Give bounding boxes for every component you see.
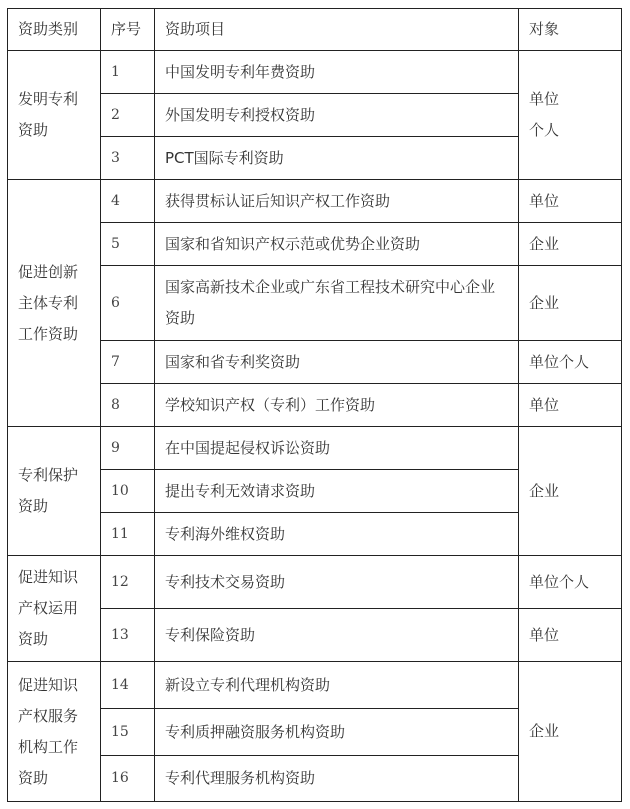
item-cell: 专利海外维权资助 (155, 513, 519, 556)
table-row (8, 384, 622, 427)
item-cell: PCT国际专利资助 (155, 137, 519, 180)
number-cell: 15 (101, 709, 155, 756)
number-cell: 5 (101, 223, 155, 266)
number-cell: 13 (101, 609, 155, 662)
number-cell: 1 (101, 51, 155, 94)
number-cell: 6 (101, 266, 155, 341)
item-cell: 获得贯标认证后知识产权工作资助 (155, 180, 519, 223)
number-cell: 12 (101, 556, 155, 609)
target-cell: 企业 (519, 223, 622, 266)
category-cell: 促进知识 产权服务 机构工作 资助 (8, 662, 101, 802)
item-cell: 新设立专利代理机构资助 (155, 662, 519, 709)
category-cell: 促进创新 主体专利 工作资助 (8, 180, 101, 427)
table-row (8, 556, 622, 609)
number-cell: 3 (101, 137, 155, 180)
category-cell: 专利保护 资助 (8, 427, 101, 556)
item-cell: 专利技术交易资助 (155, 556, 519, 609)
target-cell: 单位个人 (519, 341, 622, 384)
number-cell: 16 (101, 756, 155, 802)
table-row (8, 609, 622, 662)
number-cell: 14 (101, 662, 155, 709)
item-cell: 专利保险资助 (155, 609, 519, 662)
table-row (8, 427, 622, 470)
table-row (8, 341, 622, 384)
header-category: 资助类别 (8, 9, 101, 51)
target-cell: 单位 (519, 609, 622, 662)
header-no: 序号 (101, 9, 155, 51)
item-cell: 国家和省专利奖资助 (155, 341, 519, 384)
number-cell: 8 (101, 384, 155, 427)
number-cell: 2 (101, 94, 155, 137)
item-cell: 学校知识产权（专利）工作资助 (155, 384, 519, 427)
table-row (8, 266, 622, 341)
number-cell: 9 (101, 427, 155, 470)
header-row (8, 9, 622, 51)
item-cell: 在中国提起侵权诉讼资助 (155, 427, 519, 470)
item-cell: 国家和省知识产权示范或优势企业资助 (155, 223, 519, 266)
item-cell: 提出专利无效请求资助 (155, 470, 519, 513)
table-row (8, 223, 622, 266)
item-cell: 专利质押融资服务机构资助 (155, 709, 519, 756)
target-cell: 单位 个人 (519, 51, 622, 180)
header-item: 资助项目 (155, 9, 519, 51)
target-cell: 企业 (519, 427, 622, 556)
number-cell: 4 (101, 180, 155, 223)
header-target: 对象 (519, 9, 622, 51)
item-cell: 国家高新技术企业或广东省工程技术研究中心企业资助 (155, 266, 519, 341)
subsidy-table (7, 8, 622, 802)
table-row (8, 51, 622, 94)
target-cell: 企业 (519, 662, 622, 802)
target-cell: 企业 (519, 266, 622, 341)
number-cell: 11 (101, 513, 155, 556)
number-cell: 7 (101, 341, 155, 384)
number-cell: 10 (101, 470, 155, 513)
table-row (8, 662, 622, 709)
table-body (8, 51, 622, 802)
target-cell: 单位 (519, 180, 622, 223)
target-cell: 单位 (519, 384, 622, 427)
item-cell: 外国发明专利授权资助 (155, 94, 519, 137)
item-cell: 专利代理服务机构资助 (155, 756, 519, 802)
table-row (8, 180, 622, 223)
item-cell: 中国发明专利年费资助 (155, 51, 519, 94)
target-cell: 单位个人 (519, 556, 622, 609)
category-cell: 促进知识 产权运用 资助 (8, 556, 101, 662)
category-cell: 发明专利 资助 (8, 51, 101, 180)
